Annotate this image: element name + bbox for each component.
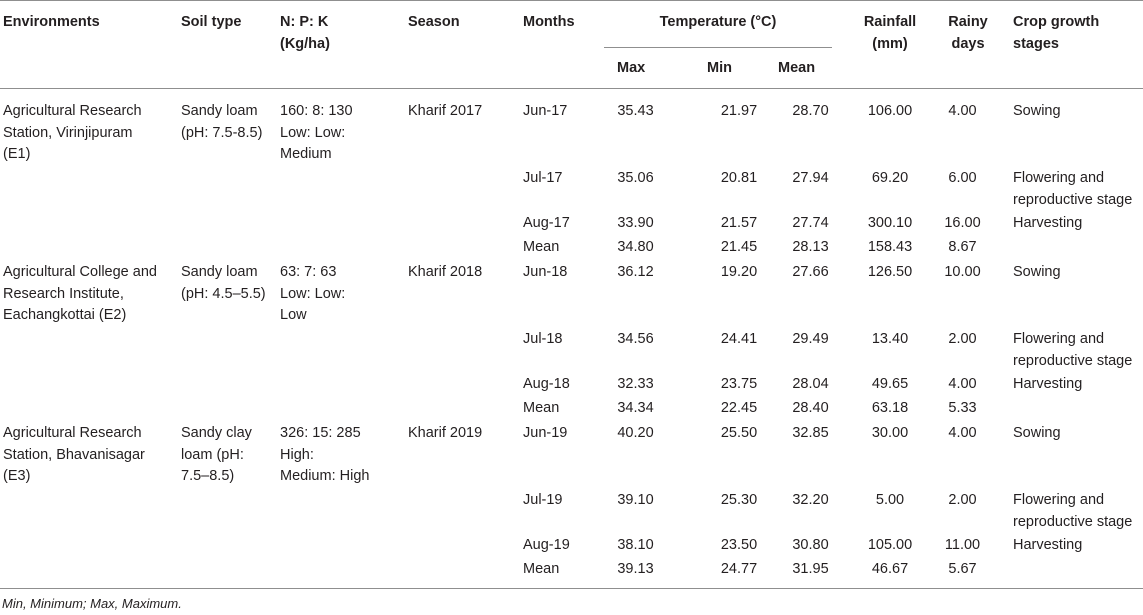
temp-max-value-line: 36.12 [617, 264, 654, 280]
month-label-line: Mean [523, 561, 560, 577]
temp-mean-value-line: 28.04 [792, 376, 829, 392]
header-mean [778, 58, 815, 80]
header-mean-line: Mean [778, 60, 816, 76]
temp-mean-value [782, 262, 839, 284]
environment-name-line: Research Institute, [3, 285, 124, 302]
rainy-days-value-line: 5.33 [948, 400, 977, 416]
month-label-line: Jun-17 [523, 103, 568, 119]
soil-type [181, 423, 252, 488]
rainy-days-value [943, 423, 982, 445]
table-bottom-rule [0, 588, 1143, 589]
rainfall-value-line: 106.00 [867, 103, 913, 119]
rainfall-value [848, 262, 932, 284]
temp-min-value [706, 237, 772, 259]
header-bottom-rule [0, 88, 1143, 89]
rainfall-value-line: 69.20 [871, 170, 909, 186]
season [408, 423, 482, 445]
soil-type-line: (pH: 7.5-8.5) [181, 124, 263, 141]
environment-name [3, 101, 142, 166]
temp-mean-value [782, 329, 839, 351]
temp-mean-value [782, 559, 839, 581]
rainfall-value-line: 105.00 [867, 537, 913, 553]
month-label-line: Aug-18 [523, 376, 570, 392]
temp-max-value-line: 33.90 [617, 215, 654, 231]
season [408, 101, 482, 123]
header-temperature [604, 12, 832, 34]
temp-min-value [706, 101, 772, 123]
rainy-days-value [943, 535, 982, 557]
header-npk-line: N: P: K [280, 14, 329, 30]
header-environments-line: Environments [3, 14, 100, 30]
temp-max-value [604, 559, 667, 581]
temp-min-value-line: 24.77 [720, 561, 758, 577]
temp-max-value [604, 535, 667, 557]
crop-growth-stage [1013, 262, 1061, 284]
temp-max-value [604, 329, 667, 351]
month-label-line: Jul-19 [523, 492, 563, 508]
header-max-line: Max [617, 60, 646, 76]
rainfall-value-line: 49.65 [871, 376, 909, 392]
temp-max-value-line: 38.10 [617, 537, 654, 553]
month-label-line: Aug-17 [523, 215, 570, 231]
crop-growth-stage [1013, 168, 1132, 211]
rainy-days-value [943, 237, 982, 259]
crop-growth-stage-line: Harvesting [1013, 215, 1083, 231]
rainfall-value-line: 5.00 [875, 492, 905, 508]
temp-min-value [706, 213, 772, 235]
temp-mean-value-line: 31.95 [792, 561, 829, 577]
temp-mean-value [782, 535, 839, 557]
rainy-days-value [943, 559, 982, 581]
rainy-days-value-line: 4.00 [948, 425, 977, 441]
temp-min-value-line: 19.20 [720, 264, 758, 280]
environment-name-line: Eachangkottai (E2) [3, 307, 127, 324]
temp-max-value [604, 262, 667, 284]
header-npk [280, 12, 330, 55]
month-label-line: Mean [523, 400, 560, 416]
month-label-line: Aug-19 [523, 537, 570, 553]
header-rainy-days-line: Rainy [948, 14, 988, 30]
temp-min-value-line: 25.30 [720, 492, 758, 508]
rainfall-value-line: 126.50 [867, 264, 913, 280]
npk-values-line: Medium: High [280, 468, 370, 485]
crop-growth-stage-line: reproductive stage [1013, 352, 1133, 369]
soil-type [181, 101, 262, 144]
month-label [523, 168, 563, 190]
rainy-days-value [943, 168, 982, 190]
temp-mean-value-line: 28.13 [792, 239, 829, 255]
header-rainfall-line: Rainfall [863, 14, 917, 30]
rainfall-value-line: 158.43 [867, 239, 913, 255]
soil-type-line: loam (pH: [181, 446, 244, 463]
crop-growth-stage [1013, 423, 1061, 445]
season-line: Kharif 2019 [408, 425, 483, 441]
temp-min-value [706, 423, 772, 445]
temp-min-value [706, 559, 772, 581]
temp-min-value-line: 22.45 [720, 400, 758, 416]
crop-growth-stage [1013, 329, 1132, 372]
header-soil-type [181, 12, 241, 34]
rainfall-value-line: 63.18 [871, 400, 909, 416]
temp-mean-value-line: 32.85 [792, 425, 829, 441]
temp-mean-value-line: 30.80 [792, 537, 829, 553]
soil-type-line: (pH: 4.5–5.5) [181, 285, 266, 302]
temp-max-value-line: 32.33 [617, 376, 654, 392]
temp-min-value-line: 20.81 [720, 170, 758, 186]
header-min-line: Min [707, 60, 732, 76]
npk-values-line: Low [280, 307, 307, 324]
rainy-days-value-line: 2.00 [948, 492, 977, 508]
temp-min-value-line: 21.45 [720, 239, 758, 255]
rainfall-value [848, 535, 932, 557]
month-label [523, 101, 567, 123]
temp-mean-value-line: 27.94 [792, 170, 829, 186]
environment-name [3, 262, 157, 327]
header-npk-line: (Kg/ha) [280, 35, 330, 52]
temp-max-value-line: 34.80 [617, 239, 654, 255]
header-temperature-line: Temperature (°C) [659, 14, 777, 30]
header-crop-growth-stages-line: Crop growth [1013, 14, 1100, 30]
month-label [523, 559, 559, 581]
month-label [523, 398, 559, 420]
rainfall-value [848, 398, 932, 420]
rainfall-value-line: 300.10 [867, 215, 913, 231]
temp-min-value-line: 21.97 [720, 103, 758, 119]
crop-growth-stage [1013, 213, 1082, 235]
soil-type-line: 7.5–8.5) [181, 468, 235, 485]
crop-growth-stage-line: Sowing [1013, 264, 1061, 280]
rainfall-value [848, 374, 932, 396]
header-rainfall [848, 12, 932, 55]
rainy-days-value-line: 6.00 [948, 170, 977, 186]
temp-mean-value [782, 168, 839, 190]
crop-growth-stage-line: Sowing [1013, 425, 1061, 441]
soil-type-line: Sandy loam [181, 264, 258, 280]
rainfall-value [848, 559, 932, 581]
temp-min-value [706, 168, 772, 190]
crop-growth-stage-line: reproductive stage [1013, 191, 1133, 208]
temp-mean-value-line: 28.70 [792, 103, 829, 119]
temp-min-value [706, 262, 772, 284]
header-rainy-days [936, 12, 1000, 55]
rainy-days-value [943, 262, 982, 284]
rainy-days-value-line: 16.00 [944, 215, 981, 231]
month-label-line: Jul-18 [523, 331, 563, 347]
temp-max-value-line: 34.34 [617, 400, 654, 416]
environment-name-line: Agricultural Research [3, 425, 142, 441]
temp-mean-value-line: 27.74 [792, 215, 829, 231]
environment-name-line: (E3) [3, 468, 31, 485]
environment-name-line: Agricultural Research [3, 103, 142, 119]
temp-max-value-line: 34.56 [617, 331, 654, 347]
temp-min-value-line: 23.75 [720, 376, 758, 392]
temperature-subheader-rule [604, 47, 832, 48]
soil-type-line: Sandy clay [181, 425, 252, 441]
table-footnote: Min, Minimum; Max, Maximum. [2, 596, 182, 611]
crop-growth-stage-line: Flowering and [1013, 492, 1105, 508]
temp-max-value-line: 40.20 [617, 425, 654, 441]
month-label-line: Jul-17 [523, 170, 563, 186]
soil-type [181, 262, 266, 305]
crop-growth-stage-line: Sowing [1013, 103, 1061, 119]
rainy-days-value-line: 2.00 [948, 331, 977, 347]
crop-growth-stage-line: Harvesting [1013, 537, 1083, 553]
temp-mean-value-line: 29.49 [792, 331, 829, 347]
environment-name-line: Station, Virinjipuram [3, 124, 133, 141]
month-label [523, 237, 559, 259]
temp-max-value-line: 35.43 [617, 103, 654, 119]
environment-name-line: Agricultural College and [3, 264, 157, 280]
temp-max-value [604, 374, 667, 396]
rainfall-value-line: 46.67 [871, 561, 909, 577]
rainfall-value-line: 13.40 [871, 331, 909, 347]
crop-growth-stage [1013, 535, 1082, 557]
crop-growth-stage-line: Flowering and [1013, 331, 1105, 347]
rainy-days-value-line: 4.00 [948, 376, 977, 392]
temp-min-value [706, 535, 772, 557]
temp-max-value-line: 35.06 [617, 170, 654, 186]
rainfall-value [848, 213, 932, 235]
temp-max-value [604, 398, 667, 420]
rainy-days-value-line: 11.00 [944, 537, 981, 553]
npk-values-line: 63: 7: 63 [280, 264, 337, 280]
temp-min-value [706, 374, 772, 396]
header-months-line: Months [523, 14, 575, 30]
header-crop-growth-stages [1013, 12, 1099, 55]
header-crop-growth-stages-line: stages [1013, 35, 1059, 52]
month-label [523, 213, 570, 235]
header-season-line: Season [408, 14, 460, 30]
temp-mean-value [782, 398, 839, 420]
month-label-line: Mean [523, 239, 560, 255]
temp-mean-value [782, 423, 839, 445]
npk-values [280, 423, 369, 488]
header-season [408, 12, 460, 34]
rainy-days-value [943, 398, 982, 420]
temp-max-value [604, 237, 667, 259]
temp-mean-value [782, 101, 839, 123]
soil-type-line: Sandy loam [181, 103, 258, 119]
table-top-rule [0, 0, 1143, 1]
header-min [707, 58, 732, 80]
rainfall-value [848, 101, 932, 123]
month-label [523, 423, 567, 445]
temp-mean-value-line: 28.40 [792, 400, 829, 416]
season-line: Kharif 2017 [408, 103, 483, 119]
rainfall-value [848, 490, 932, 512]
month-label [523, 374, 570, 396]
temp-mean-value [782, 237, 839, 259]
temp-min-value [706, 329, 772, 351]
month-label [523, 490, 563, 512]
crop-growth-stage [1013, 101, 1061, 123]
temp-max-value-line: 39.10 [617, 492, 654, 508]
temp-max-value [604, 168, 667, 190]
rainy-days-value [943, 490, 982, 512]
month-label [523, 262, 567, 284]
header-rainy-days-line: days [951, 35, 985, 52]
header-soil-type-line: Soil type [181, 14, 242, 30]
rainy-days-value [943, 329, 982, 351]
header-environments [3, 12, 100, 34]
temp-max-value [604, 490, 667, 512]
temp-mean-value [782, 374, 839, 396]
crop-growth-stage-line: reproductive stage [1013, 513, 1133, 530]
npk-values [280, 101, 353, 166]
npk-values-line: 326: 15: 285 [280, 425, 361, 441]
temp-mean-value [782, 490, 839, 512]
header-months [523, 12, 575, 34]
rainy-days-value [943, 101, 982, 123]
temp-mean-value-line: 27.66 [792, 264, 829, 280]
rainfall-value-line: 30.00 [871, 425, 909, 441]
npk-values-line: Medium [280, 146, 332, 163]
season [408, 262, 482, 284]
temp-max-value [604, 213, 667, 235]
temp-max-value [604, 423, 667, 445]
npk-values-line: Low: Low: [280, 285, 346, 302]
rainfall-value [848, 168, 932, 190]
rainy-days-value [943, 213, 982, 235]
temp-mean-value [782, 213, 839, 235]
temp-max-value [604, 101, 667, 123]
month-label-line: Jun-19 [523, 425, 568, 441]
environment-name-line: (E1) [3, 146, 31, 163]
crop-growth-stage-line: Flowering and [1013, 170, 1105, 186]
rainy-days-value [943, 374, 982, 396]
temp-min-value [706, 398, 772, 420]
temp-mean-value-line: 32.20 [792, 492, 829, 508]
crop-growth-stage [1013, 374, 1082, 396]
season-line: Kharif 2018 [408, 264, 483, 280]
temp-min-value-line: 23.50 [720, 537, 758, 553]
temp-min-value [706, 490, 772, 512]
rainfall-value [848, 329, 932, 351]
rainy-days-value-line: 8.67 [948, 239, 977, 255]
month-label [523, 535, 570, 557]
header-max [617, 58, 645, 80]
npk-values [280, 262, 345, 327]
rainfall-value [848, 237, 932, 259]
rainy-days-value-line: 4.00 [948, 103, 977, 119]
temp-min-value-line: 25.50 [720, 425, 758, 441]
npk-values-line: Low: Low: [280, 124, 346, 141]
npk-values-line: High: [280, 446, 314, 463]
crop-growth-stage [1013, 490, 1132, 533]
environment-name [3, 423, 145, 488]
month-label-line: Jun-18 [523, 264, 568, 280]
rainfall-value [848, 423, 932, 445]
temp-min-value-line: 24.41 [720, 331, 758, 347]
npk-values-line: 160: 8: 130 [280, 103, 353, 119]
temp-max-value-line: 39.13 [617, 561, 654, 577]
rainy-days-value-line: 5.67 [948, 561, 977, 577]
header-rainfall-line: (mm) [872, 35, 908, 52]
month-label [523, 329, 563, 351]
temp-min-value-line: 21.57 [720, 215, 758, 231]
rainy-days-value-line: 10.00 [944, 264, 981, 280]
crop-growth-stage-line: Harvesting [1013, 376, 1083, 392]
environment-name-line: Station, Bhavanisagar [3, 446, 145, 463]
